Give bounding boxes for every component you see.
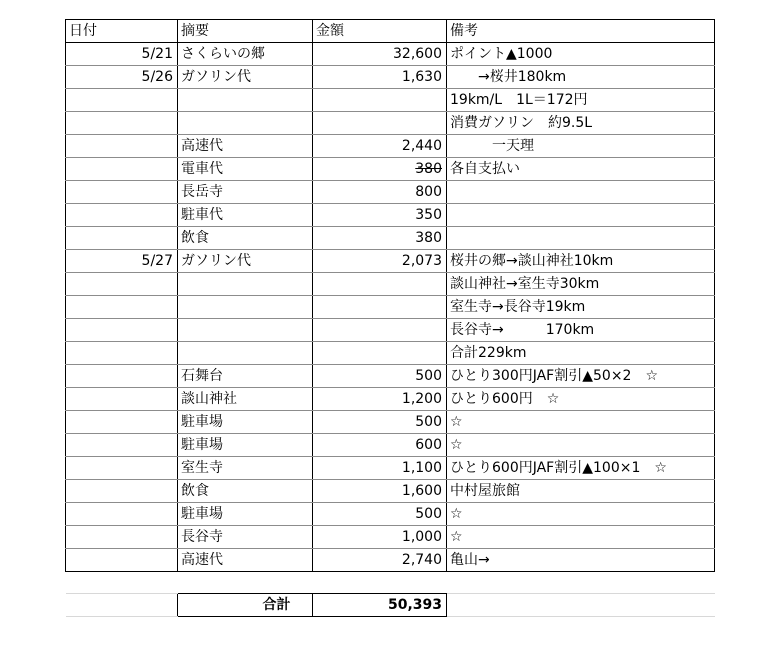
cell-amount[interactable]: 500 — [313, 503, 447, 526]
cell-notes[interactable]: ☆ — [447, 503, 715, 526]
cell-notes[interactable]: ☆ — [447, 526, 715, 549]
cell-amount[interactable]: 1,600 — [313, 480, 447, 503]
cell-summary[interactable] — [178, 89, 313, 112]
cell-empty[interactable] — [66, 594, 178, 617]
cell-summary[interactable]: 駐車場 — [178, 503, 313, 526]
expense-table — [65, 19, 715, 617]
cell-amount[interactable] — [313, 319, 447, 342]
cell-amount[interactable]: 500 — [313, 365, 447, 388]
cell-amount[interactable]: 380 — [313, 227, 447, 250]
cell-empty[interactable] — [313, 572, 447, 594]
cell-notes[interactable]: →桜井180km — [447, 66, 715, 89]
cell-empty[interactable] — [178, 572, 313, 594]
cell-summary[interactable]: 長谷寺 — [178, 526, 313, 549]
cell-notes[interactable]: 19km/L 1L＝172円 — [447, 89, 715, 112]
cell-summary[interactable]: 駐車場 — [178, 411, 313, 434]
cell-notes[interactable]: 合計229km — [447, 342, 715, 365]
cell-notes[interactable]: 談山神社→室生寺30km — [447, 273, 715, 296]
cell-notes[interactable] — [447, 204, 715, 227]
header-summary[interactable]: 摘要 — [178, 20, 313, 43]
cell-date[interactable] — [66, 158, 178, 181]
table-body — [66, 20, 715, 617]
cell-date[interactable] — [66, 411, 178, 434]
cell-summary[interactable]: さくらいの郷 — [178, 43, 313, 66]
cell-date[interactable] — [66, 549, 178, 572]
cell-summary[interactable]: 飲食 — [178, 227, 313, 250]
cell-amount[interactable] — [313, 89, 447, 112]
cell-summary[interactable] — [178, 273, 313, 296]
cell-notes[interactable]: 長谷寺→ 170km — [447, 319, 715, 342]
cell-amount[interactable]: 800 — [313, 181, 447, 204]
cell-summary[interactable] — [178, 342, 313, 365]
table-row — [66, 296, 715, 319]
cell-summary[interactable]: 高速代 — [178, 549, 313, 572]
table-row — [66, 342, 715, 365]
cell-summary[interactable]: 談山神社 — [178, 388, 313, 411]
table-row — [66, 526, 715, 549]
cell-notes[interactable]: ひとり600円 ☆ — [447, 388, 715, 411]
cell-amount[interactable]: 2,440 — [313, 135, 447, 158]
table-row — [66, 250, 715, 273]
cell-notes[interactable]: 亀山→ — [447, 549, 715, 572]
cell-date[interactable]: 5/27 — [66, 250, 178, 273]
cell-date[interactable] — [66, 342, 178, 365]
cell-empty[interactable] — [447, 572, 715, 594]
cell-amount[interactable]: 1,000 — [313, 526, 447, 549]
cell-date[interactable]: 5/26 — [66, 66, 178, 89]
cell-notes[interactable]: ひとり300円JAF割引▲50×2 ☆ — [447, 365, 715, 388]
cell-date[interactable] — [66, 365, 178, 388]
cell-amount[interactable]: 1,200 — [313, 388, 447, 411]
table-row — [66, 89, 715, 112]
table-row — [66, 365, 715, 388]
cell-summary[interactable]: 高速代 — [178, 135, 313, 158]
cell-summary[interactable]: ガソリン代 — [178, 66, 313, 89]
table-row — [66, 66, 715, 89]
header-row — [66, 20, 715, 43]
cell-amount[interactable]: 350 — [313, 204, 447, 227]
cell-amount[interactable]: 32,600 — [313, 43, 447, 66]
total-row — [66, 594, 715, 617]
cell-summary[interactable]: 飲食 — [178, 480, 313, 503]
cell-date[interactable] — [66, 457, 178, 480]
cell-summary[interactable]: 石舞台 — [178, 365, 313, 388]
cell-date[interactable] — [66, 135, 178, 158]
cell-date[interactable] — [66, 204, 178, 227]
cell-date[interactable] — [66, 319, 178, 342]
cell-notes[interactable]: ひとり600円JAF割引▲100×1 ☆ — [447, 457, 715, 480]
table-row — [66, 549, 715, 572]
table-row — [66, 388, 715, 411]
cell-date[interactable] — [66, 526, 178, 549]
table-row — [66, 319, 715, 342]
cell-amount[interactable] — [313, 273, 447, 296]
cell-notes[interactable]: ☆ — [447, 411, 715, 434]
cell-summary[interactable]: 駐車場 — [178, 434, 313, 457]
cell-notes[interactable]: 消費ガソリン 約9.5L — [447, 112, 715, 135]
cell-amount[interactable] — [313, 296, 447, 319]
header-date[interactable]: 日付 — [66, 20, 178, 43]
table-row — [66, 273, 715, 296]
cell-notes[interactable] — [447, 181, 715, 204]
table-row — [66, 227, 715, 250]
cell-date[interactable] — [66, 434, 178, 457]
cell-date[interactable] — [66, 296, 178, 319]
cell-summary[interactable]: ガソリン代 — [178, 250, 313, 273]
cell-date[interactable] — [66, 273, 178, 296]
cell-notes[interactable]: 一天理 — [447, 135, 715, 158]
table-row — [66, 411, 715, 434]
blank-row — [66, 572, 715, 594]
cell-notes[interactable]: 各自支払い — [447, 158, 715, 181]
table-row — [66, 503, 715, 526]
cell-amount[interactable]: 1,100 — [313, 457, 447, 480]
cell-date[interactable] — [66, 388, 178, 411]
cell-amount[interactable]: 600 — [313, 434, 447, 457]
cell-notes[interactable] — [447, 227, 715, 250]
cell-date[interactable] — [66, 227, 178, 250]
cell-date[interactable]: 5/21 — [66, 43, 178, 66]
table-row — [66, 112, 715, 135]
total-label: 合計 — [262, 597, 291, 614]
cell-notes[interactable]: ☆ — [447, 434, 715, 457]
header-amount[interactable]: 金額 — [313, 20, 447, 43]
total-value[interactable]: 50,393 — [313, 594, 447, 617]
cell-empty[interactable] — [66, 572, 178, 594]
header-notes[interactable]: 備考 — [447, 20, 715, 43]
cell-date[interactable] — [66, 112, 178, 135]
table-row — [66, 158, 715, 181]
cell-amount[interactable]: 2,073 — [313, 250, 447, 273]
cell-summary[interactable] — [178, 112, 313, 135]
cell-amount[interactable]: 500 — [313, 411, 447, 434]
cell-date[interactable] — [66, 181, 178, 204]
table-row — [66, 135, 715, 158]
table-row — [66, 204, 715, 227]
cell-empty[interactable] — [447, 594, 715, 617]
cell-notes[interactable]: 室生寺→長谷寺19km — [447, 296, 715, 319]
cell-amount[interactable]: 2,740 — [313, 549, 447, 572]
cell-summary[interactable]: 長岳寺 — [178, 181, 313, 204]
cell-date[interactable] — [66, 480, 178, 503]
cell-summary[interactable]: 室生寺 — [178, 457, 313, 480]
cell-date[interactable] — [66, 89, 178, 112]
table-row — [66, 480, 715, 503]
cell-amount[interactable]: 380 — [313, 158, 447, 181]
cell-notes[interactable]: 中村屋旅館 — [447, 480, 715, 503]
table-row — [66, 434, 715, 457]
cell-summary[interactable]: 駐車代 — [178, 204, 313, 227]
cell-summary[interactable] — [178, 319, 313, 342]
cell-summary[interactable] — [178, 296, 313, 319]
cell-amount[interactable] — [313, 342, 447, 365]
cell-date[interactable] — [66, 503, 178, 526]
cell-amount[interactable]: 1,630 — [313, 66, 447, 89]
table-row — [66, 43, 715, 66]
table-row — [66, 181, 715, 204]
cell-notes[interactable]: ポイント▲1000 — [447, 43, 715, 66]
table-row — [66, 457, 715, 480]
cell-amount[interactable] — [313, 112, 447, 135]
total-label-cell[interactable] — [178, 594, 313, 617]
cell-notes[interactable]: 桜井の郷→談山神社10km — [447, 250, 715, 273]
cell-summary[interactable]: 電車代 — [178, 158, 313, 181]
